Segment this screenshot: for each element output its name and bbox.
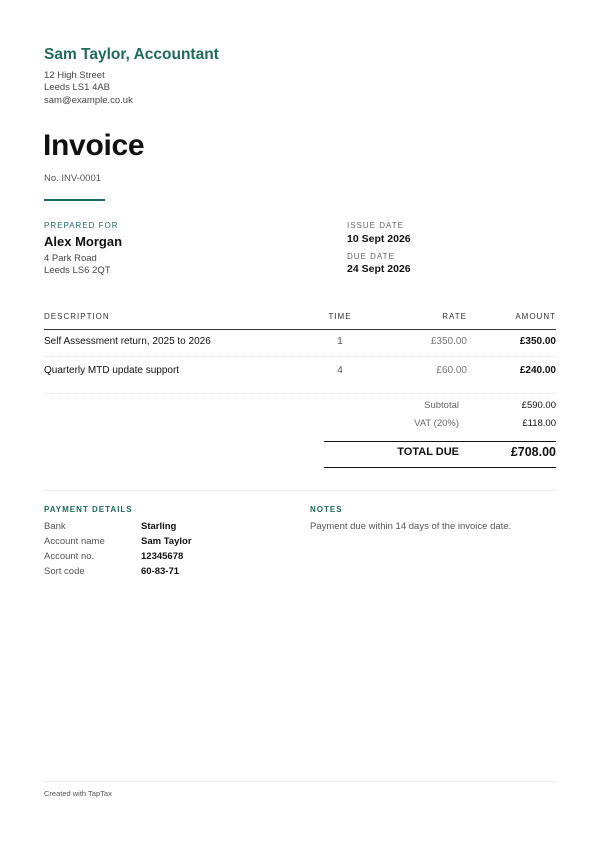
row-2-time: 4 [337,365,343,376]
notes-text: Payment due within 14 days of the invoice date. [310,521,512,532]
section-divider [44,490,556,491]
subtotal-label: Subtotal [424,400,459,411]
payment-label-bank: Bank [44,521,66,532]
invoice-number: No. INV-0001 [44,173,102,184]
vat-label: VAT (20%) [414,418,459,429]
client-name: Alex Morgan [44,234,123,249]
payment-label-account-no: Account no. [44,551,95,562]
issue-date-value: 10 Sept 2026 [347,233,411,245]
business-address-line1: 12 High Street [44,70,105,81]
business-name: Sam Taylor, Accountant [44,46,219,63]
col-header-time: TIME [328,312,352,321]
subtotal-value: £590.00 [521,400,556,411]
row-1-rate: £350.00 [430,336,467,347]
col-header-description: DESCRIPTION [44,312,110,321]
total-due-value: £708.00 [510,445,556,459]
payment-label-sort-code: Sort code [44,566,85,577]
invoice-title: Invoice [43,129,145,162]
payment-value-sort-code: 60-83-71 [141,566,180,577]
due-date-label: DUE DATE [347,252,395,261]
vat-value: £118.00 [522,418,556,429]
payment-value-account-name: Sam Taylor [141,536,192,547]
row-1-description: Self Assessment return, 2025 to 2026 [44,336,211,347]
col-header-rate: RATE [442,312,467,321]
table-header-rule [44,329,556,330]
payment-label-account-name: Account name [44,536,105,547]
payment-value-account-no: 12345678 [141,551,184,562]
row-2-rate: £60.00 [436,365,467,376]
total-bottom-rule [324,467,556,468]
issue-date-label: ISSUE DATE [347,221,404,230]
col-header-amount: AMOUNT [515,312,556,321]
prepared-for-label: PREPARED FOR [44,221,119,230]
row-2-amount: £240.00 [519,365,556,376]
accent-divider [44,199,105,201]
total-due-label: TOTAL DUE [397,446,459,458]
business-address-line2: Leeds LS1 4AB [44,82,111,93]
client-address-line2: Leeds LS6 2QT [44,265,111,276]
payment-value-bank: Starling [141,521,177,532]
row-divider [44,356,556,357]
business-email: sam@example.co.uk [44,95,133,106]
total-top-rule [324,441,556,442]
payment-details-heading: PAYMENT DETAILS [44,505,133,514]
footer-divider [44,781,556,782]
row-1-amount: £350.00 [519,336,556,347]
client-address-line1: 4 Park Road [44,253,97,264]
footer-credit: Created with TapTax [44,789,112,798]
row-1-time: 1 [337,336,343,347]
due-date-value: 24 Sept 2026 [347,263,411,275]
row-divider [44,393,556,394]
row-2-description: Quarterly MTD update support [44,365,180,376]
notes-heading: NOTES [310,505,343,514]
